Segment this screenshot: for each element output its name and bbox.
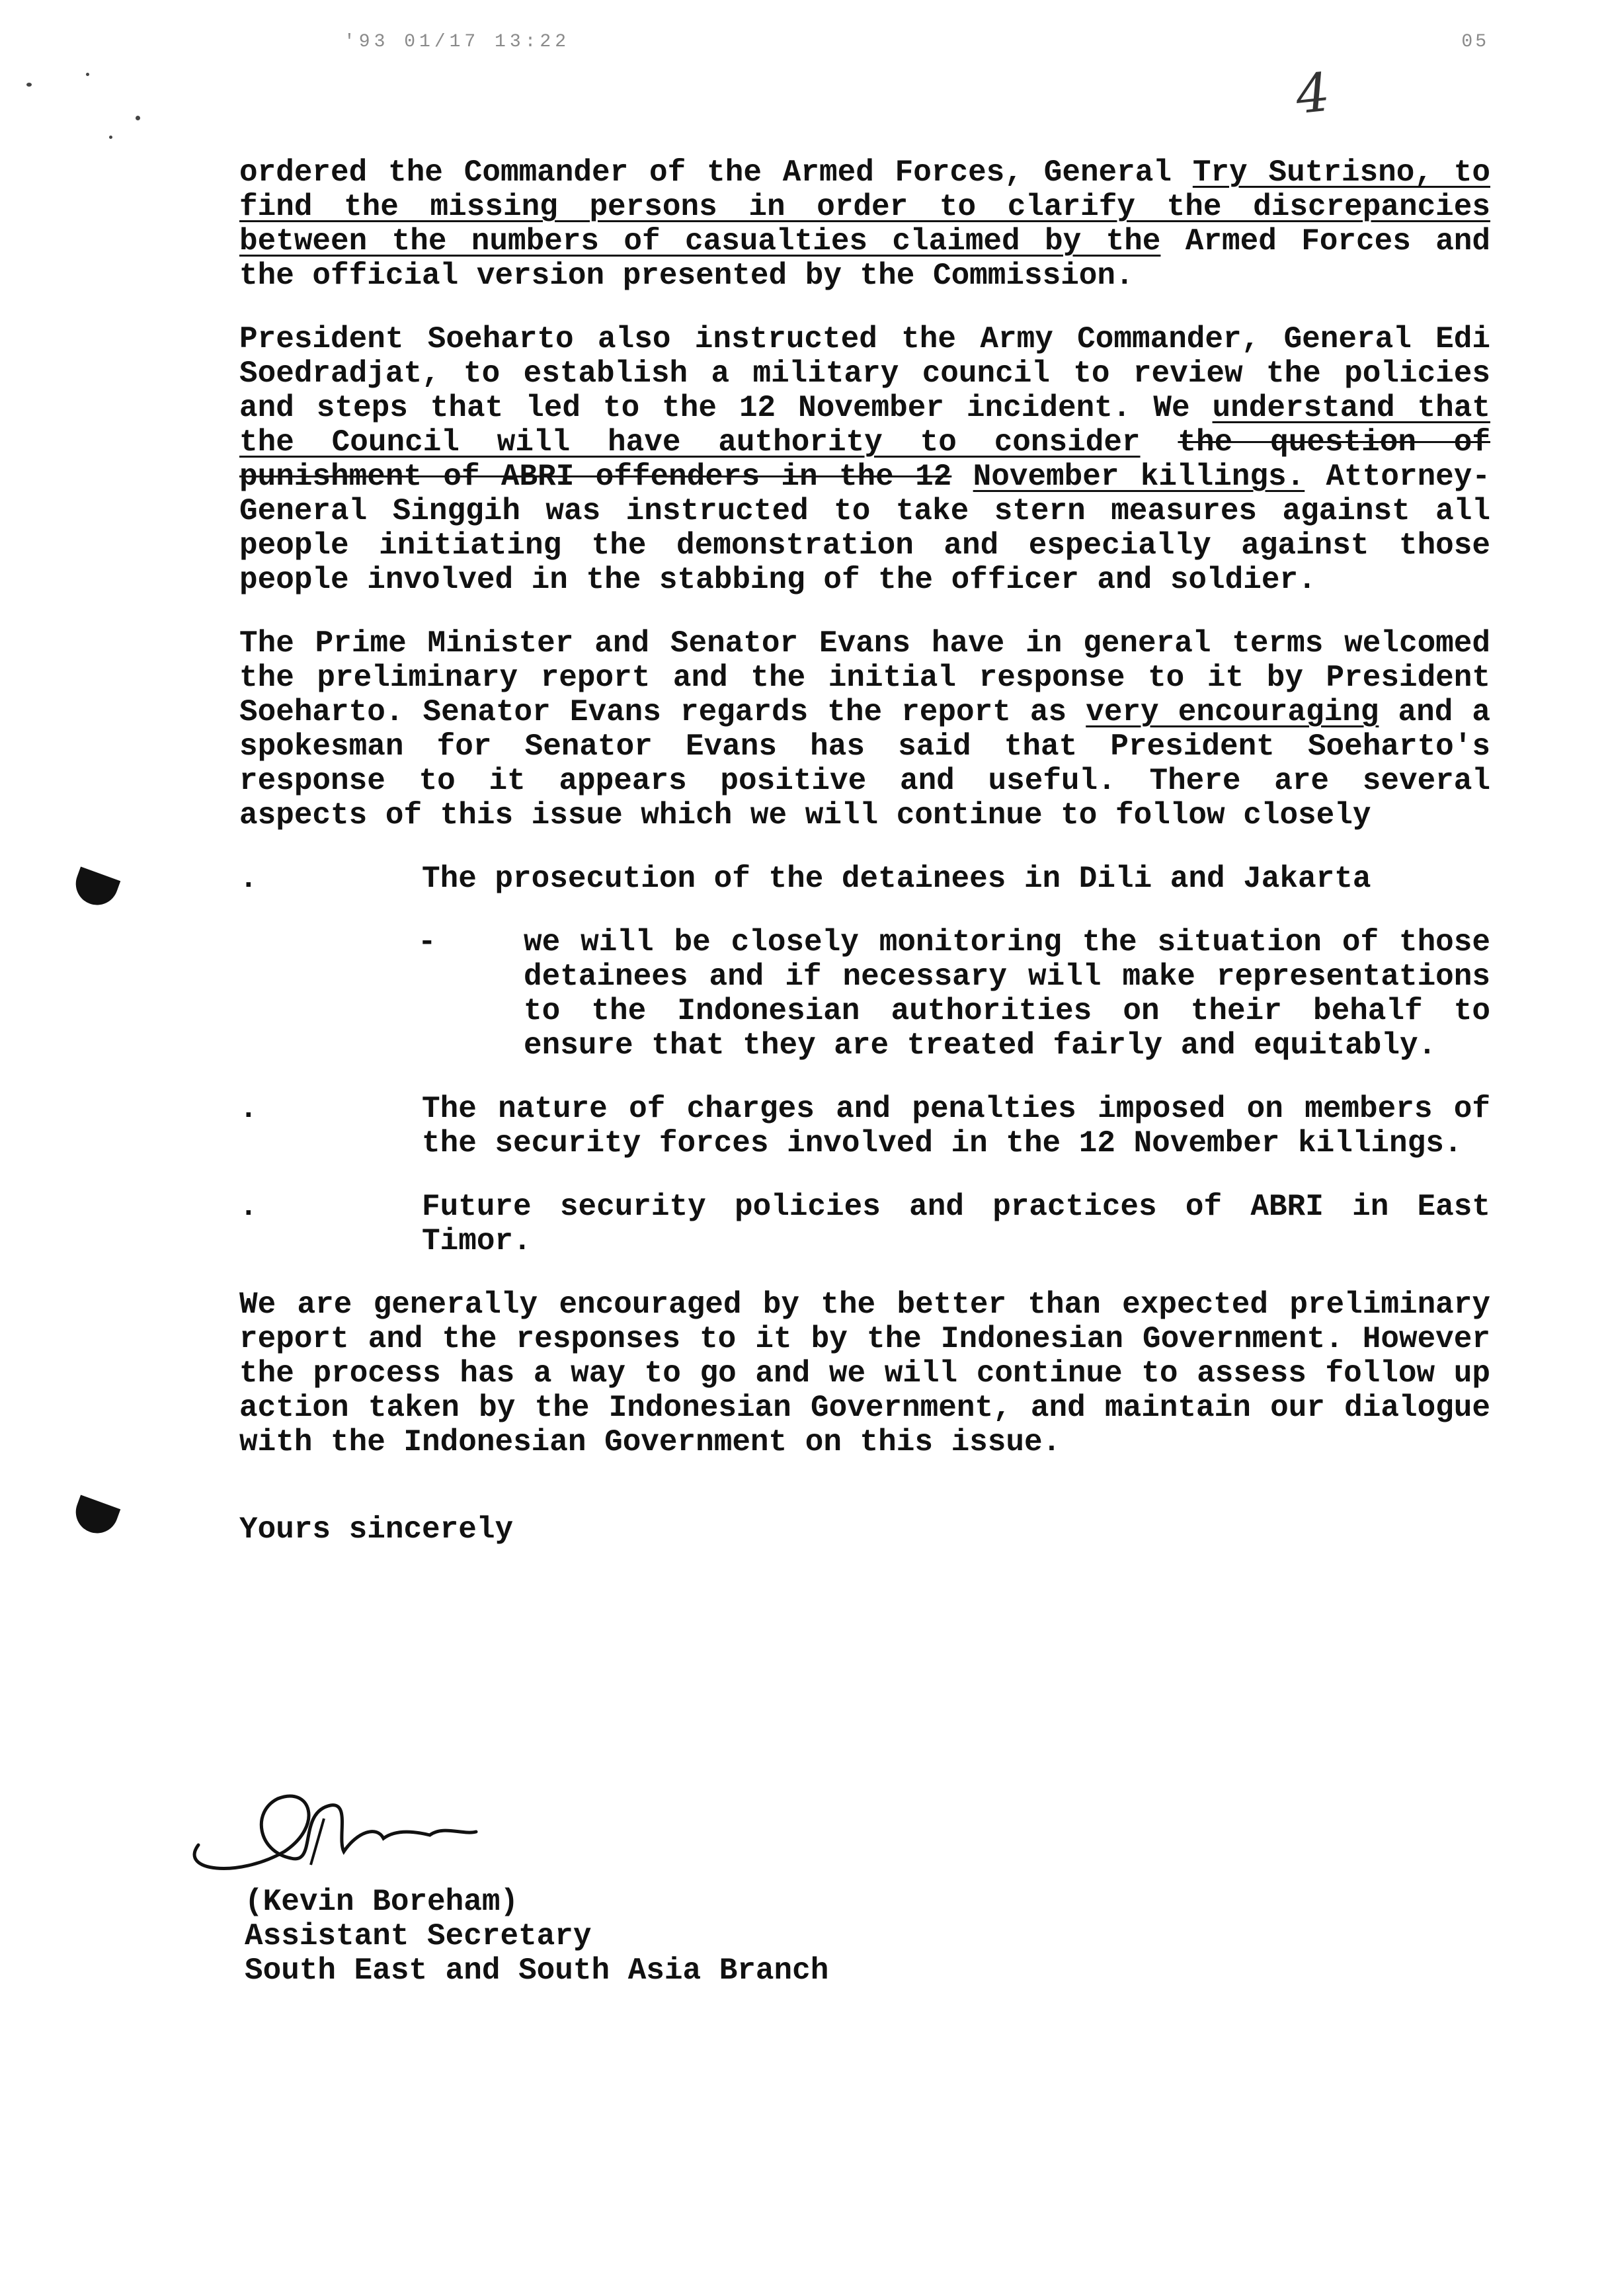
- signatory-title: Assistant Secretary: [245, 1919, 592, 1953]
- signature-block: [245, 1885, 828, 1988]
- paragraph-3: [239, 626, 1490, 833]
- scan-speck: [109, 136, 112, 139]
- paragraph-2-underlined-2: November killings.: [973, 460, 1305, 494]
- bullet-item-2: [239, 1092, 1490, 1161]
- punch-hole-mark: [70, 867, 121, 911]
- paragraph-2: [239, 322, 1490, 597]
- scan-speck: [136, 116, 140, 120]
- paragraph-2-text-e: Attorney-General Singgih was instructed to take stern measures against all people initiating the demonstration and especially against those people involved in the stabbing of the officer and soldier.: [239, 460, 1490, 597]
- signatory-branch: South East and South Asia Branch: [245, 1953, 829, 1988]
- paragraph-3-text-c: and a spokesman for Senator Evans has said that President Soeharto's response to it appears positive and useful. There are several aspects of this issue which we will continue to follow closely: [239, 695, 1491, 833]
- dash-item-1: [239, 925, 1490, 1063]
- bullet-item-3: [239, 1190, 1490, 1258]
- paragraph-1-text-a: ordered the Commander of the Armed Forces, General: [239, 155, 1193, 190]
- scan-speck: [26, 83, 32, 87]
- bullet-item-1: [239, 862, 1490, 896]
- paragraph-2-struck: the question of punishment of ABRI offenders in the 12: [239, 425, 1491, 494]
- paragraph-2-text-a: President Soeharto also instructed the Army Commander, General Edi Soedradjat, to establish a military council to review the policies and steps that led to the 12 November incident. We: [239, 322, 1490, 425]
- fax-page-number: 05: [1461, 32, 1489, 52]
- paragraph-2-underlined: understand that the Council will have authority to consider: [239, 391, 1490, 460]
- bullet-mark: .: [239, 1092, 258, 1126]
- paragraph-1-underlined: Try Sutrisno, to find the missing persons in order to clarify the discrepancies between the numbers of casualties claimed by the: [239, 155, 1490, 259]
- paragraph-4: We are generally encouraged by the better than expected preliminary report and the responses to it by the Indonesian Government. However the process has a way to go and we will continue to assess follow up action taken by the Indonesian Government, and maintain our dialogue with the Indonesian Government on this issue.: [239, 1288, 1490, 1459]
- paragraph-1: [239, 155, 1490, 293]
- closing-salutation: Yours sincerely: [239, 1512, 514, 1547]
- handwritten-signature: [179, 1772, 575, 1885]
- bullet-mark: .: [239, 1190, 258, 1224]
- dash-item-1-text: we will be closely monitoring the situation of those detainees and if necessary will make representations to the Indonesian authorities on their behalf to ensure that they are treated fairly and equitably.: [524, 925, 1490, 1063]
- signatory-name: (Kevin Boreham): [245, 1885, 519, 1919]
- bullet-item-3-text: Future security policies and practices of ABRI in East Timor.: [422, 1190, 1490, 1258]
- punch-hole-mark: [70, 1495, 121, 1539]
- dash-mark: -: [418, 925, 436, 960]
- scan-speck: [86, 73, 89, 76]
- paragraph-3-text-a: The Prime Minister and Senator Evans have in general terms welcomed the preliminary report and the initial response to it by President Soeharto. Senator Evans regards the report as: [239, 626, 1490, 729]
- fax-header-timestamp: '93 01/17 13:22: [344, 32, 571, 52]
- paragraph-3-underlined: very encouraging: [1086, 695, 1379, 729]
- paragraph-1-text-c: Armed Forces and the official version presented by the Commission.: [239, 224, 1491, 293]
- bullet-item-2-text: The nature of charges and penalties imposed on members of the security forces involved in the 12 November killings.: [422, 1092, 1490, 1161]
- bullet-mark: .: [239, 862, 258, 896]
- letter-body: [239, 155, 1490, 1576]
- bullet-item-1-text: The prosecution of the detainees in Dili and Jakarta: [422, 862, 1371, 896]
- handwritten-page-number: 4: [1293, 61, 1333, 126]
